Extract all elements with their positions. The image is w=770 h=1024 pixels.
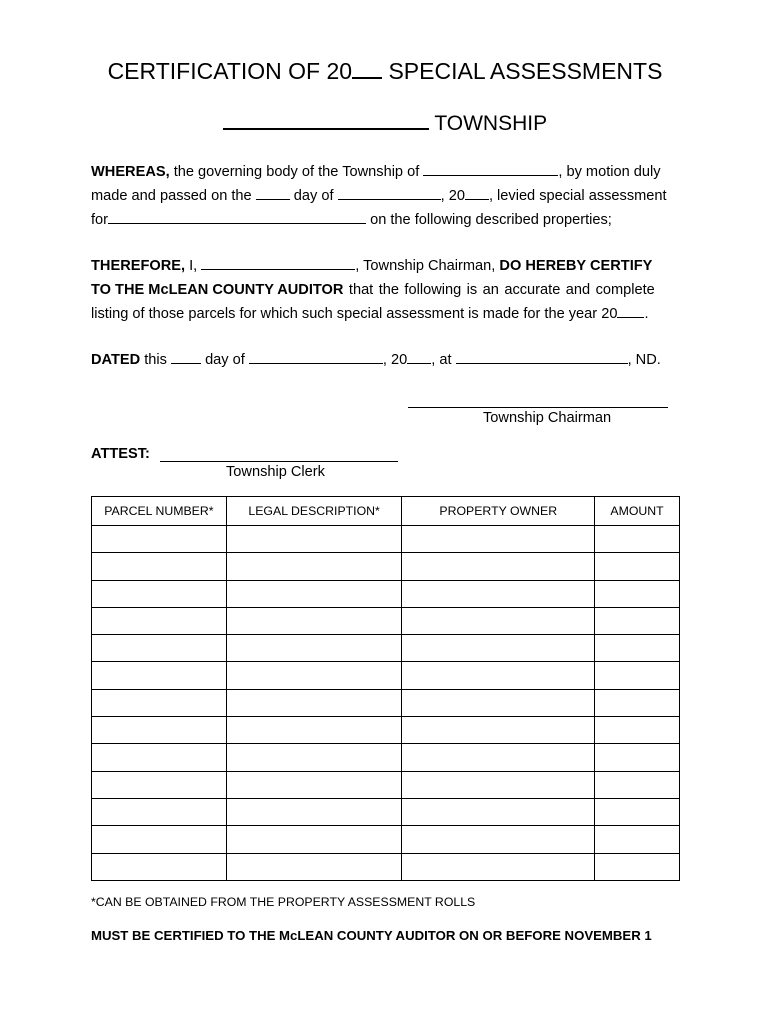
clerk-signature-line xyxy=(160,461,398,462)
table-row xyxy=(92,580,680,607)
owner-cell[interactable] xyxy=(402,717,595,744)
purpose-blank xyxy=(108,223,366,224)
owner-cell[interactable] xyxy=(402,635,595,662)
amount-cell[interactable] xyxy=(595,607,680,634)
dated-text: , ND. xyxy=(627,352,661,368)
parcel-cell[interactable] xyxy=(92,580,227,607)
owner-cell[interactable] xyxy=(402,526,595,553)
dated-lead: DATED xyxy=(91,352,141,368)
table-row xyxy=(92,853,680,880)
whereas-text: the governing body of the Township of xyxy=(169,164,424,180)
amount-cell[interactable] xyxy=(595,717,680,744)
amount-cell[interactable] xyxy=(595,526,680,553)
description-cell[interactable] xyxy=(226,798,402,825)
amount-cell[interactable] xyxy=(595,689,680,716)
chairman-signature-line xyxy=(408,407,668,408)
township-label: TOWNSHIP xyxy=(428,112,548,135)
title-prefix: CERTIFICATION OF 20 xyxy=(107,58,353,84)
parcel-cell[interactable] xyxy=(92,553,227,580)
year-blank xyxy=(465,199,489,200)
attest-label: ATTEST: xyxy=(91,446,150,462)
column-header: AMOUNT xyxy=(595,497,680,526)
title-suffix: SPECIAL ASSESSMENTS xyxy=(382,58,663,84)
description-cell[interactable] xyxy=(226,689,402,716)
amount-cell[interactable] xyxy=(595,580,680,607)
parcel-cell[interactable] xyxy=(92,798,227,825)
description-cell[interactable] xyxy=(226,607,402,634)
description-cell[interactable] xyxy=(226,744,402,771)
township-name-blank xyxy=(223,128,429,130)
dated-text: , at xyxy=(431,352,456,368)
amount-cell[interactable] xyxy=(595,744,680,771)
table-row xyxy=(92,607,680,634)
year-blank xyxy=(352,76,382,79)
therefore-auditor: TO THE McLEAN COUNTY AUDITOR xyxy=(91,282,344,298)
parcel-cell[interactable] xyxy=(92,662,227,689)
chairman-name-blank xyxy=(201,269,355,270)
day-blank xyxy=(256,199,290,200)
parcel-cell[interactable] xyxy=(92,771,227,798)
month-blank xyxy=(338,199,441,200)
therefore-text: . xyxy=(644,306,649,322)
table-row xyxy=(92,662,680,689)
dated-paragraph xyxy=(91,348,680,372)
year-blank xyxy=(617,317,644,318)
deadline-notice: MUST BE CERTIFIED TO THE McLEAN COUNTY AUDITOR ON OR BEFORE NOVEMBER 1 xyxy=(91,928,652,943)
whereas-text: made and passed on the xyxy=(91,188,256,204)
table-row xyxy=(92,553,680,580)
whereas-text: , levied special assessment xyxy=(488,188,667,204)
table-row xyxy=(92,826,680,853)
description-cell[interactable] xyxy=(226,771,402,798)
whereas-text: on the following described properties; xyxy=(366,212,612,228)
table-row xyxy=(92,635,680,662)
whereas-paragraph xyxy=(91,160,680,232)
table-row xyxy=(92,771,680,798)
place-blank xyxy=(456,363,628,364)
footnote: *CAN BE OBTAINED FROM THE PROPERTY ASSESSMENT ROLLS xyxy=(91,895,476,909)
table-row xyxy=(92,526,680,553)
table-header-row xyxy=(92,497,680,526)
amount-cell[interactable] xyxy=(595,826,680,853)
township-heading xyxy=(0,112,770,136)
whereas-text: day of xyxy=(289,188,338,204)
year-blank xyxy=(407,363,431,364)
column-header: PARCEL NUMBER* xyxy=(92,497,227,526)
column-header: PROPERTY OWNER xyxy=(402,497,595,526)
parcel-cell[interactable] xyxy=(92,853,227,880)
township-blank xyxy=(423,175,558,176)
parcel-cell[interactable] xyxy=(92,607,227,634)
description-cell[interactable] xyxy=(226,717,402,744)
owner-cell[interactable] xyxy=(402,580,595,607)
owner-cell[interactable] xyxy=(402,662,595,689)
owner-cell[interactable] xyxy=(402,607,595,634)
parcel-cell[interactable] xyxy=(92,717,227,744)
whereas-text: for xyxy=(91,212,109,228)
description-cell[interactable] xyxy=(226,553,402,580)
therefore-text: listing of those parcels for which such special assessment is made for the year 20 xyxy=(91,306,618,322)
whereas-text: , 20 xyxy=(440,188,465,204)
parcel-cell[interactable] xyxy=(92,826,227,853)
amount-cell[interactable] xyxy=(595,635,680,662)
parcel-cell[interactable] xyxy=(92,689,227,716)
therefore-text: I, xyxy=(185,258,202,274)
dated-text: day of xyxy=(201,352,249,368)
therefore-text: , Township Chairman, xyxy=(355,258,500,274)
owner-cell[interactable] xyxy=(402,771,595,798)
description-cell[interactable] xyxy=(226,826,402,853)
parcel-cell[interactable] xyxy=(92,526,227,553)
amount-cell[interactable] xyxy=(595,853,680,880)
parcel-cell[interactable] xyxy=(92,744,227,771)
column-header: LEGAL DESCRIPTION* xyxy=(226,497,402,526)
description-cell[interactable] xyxy=(226,853,402,880)
table-row xyxy=(92,717,680,744)
therefore-paragraph xyxy=(91,254,680,326)
owner-cell[interactable] xyxy=(402,853,595,880)
month-blank xyxy=(249,363,383,364)
owner-cell[interactable] xyxy=(402,826,595,853)
description-cell[interactable] xyxy=(226,526,402,553)
clerk-label: Township Clerk xyxy=(226,464,325,480)
description-cell[interactable] xyxy=(226,635,402,662)
whereas-text: , by motion duly xyxy=(558,164,661,180)
owner-cell[interactable] xyxy=(402,798,595,825)
description-cell[interactable] xyxy=(226,662,402,689)
dated-text: this xyxy=(140,352,172,368)
table-row xyxy=(92,798,680,825)
amount-cell[interactable] xyxy=(595,771,680,798)
amount-cell[interactable] xyxy=(595,662,680,689)
table-row xyxy=(92,689,680,716)
therefore-text: that the following is an accurate and complete xyxy=(343,282,655,298)
chairman-label: Township Chairman xyxy=(483,410,612,426)
whereas-lead: WHEREAS, xyxy=(91,164,170,180)
owner-cell[interactable] xyxy=(402,689,595,716)
therefore-lead: THEREFORE, xyxy=(91,258,186,274)
day-blank xyxy=(171,363,201,364)
therefore-certify: DO HEREBY CERTIFY xyxy=(499,258,653,274)
parcel-table xyxy=(91,496,680,881)
table-row xyxy=(92,744,680,771)
dated-text: , 20 xyxy=(382,352,408,368)
form-title xyxy=(0,58,770,85)
owner-cell[interactable] xyxy=(402,744,595,771)
description-cell[interactable] xyxy=(226,580,402,607)
owner-cell[interactable] xyxy=(402,553,595,580)
parcel-cell[interactable] xyxy=(92,635,227,662)
amount-cell[interactable] xyxy=(595,798,680,825)
amount-cell[interactable] xyxy=(595,553,680,580)
